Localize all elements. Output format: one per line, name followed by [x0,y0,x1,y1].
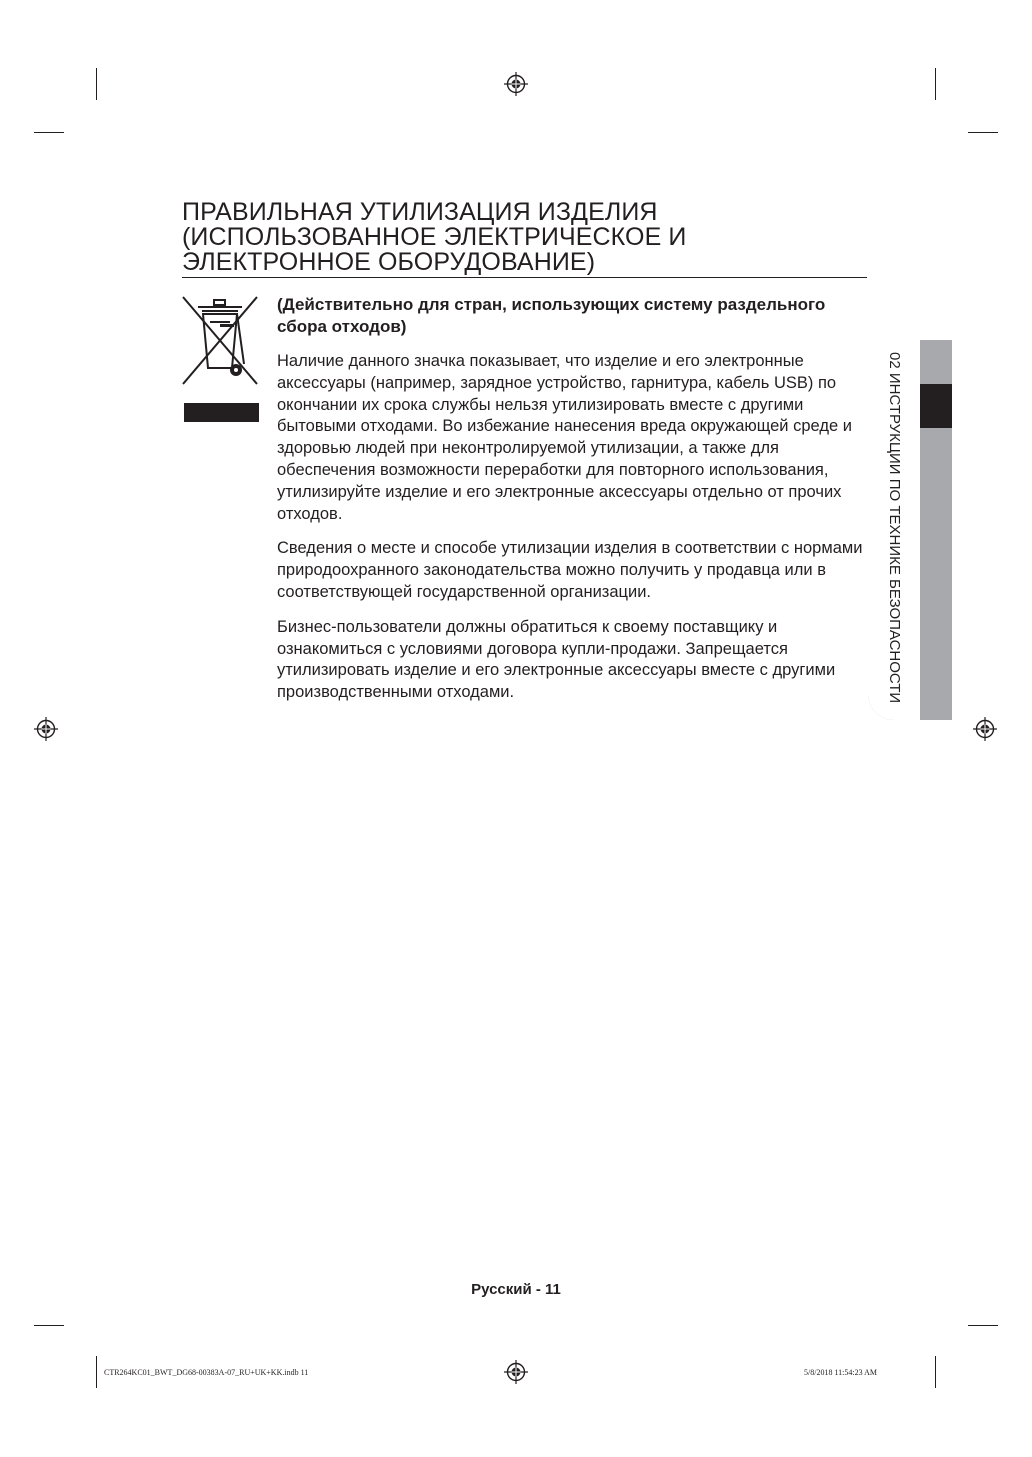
paragraph: Наличие данного значка показывает, что изделие и его электронные аксессуары (например, зарядное устройство, гарнитура, кабель USB) по окончании их срока службы нельзя утилизировать вместе с другими бытовыми отходами. Во избежание нанесения вреда окружающей среде и здоровью людей при неконтролируемой утилизации, а также для обеспечения возможности переработки для повторного использования, утилизируйте изделие и его электронные аксессуары отдельно от прочих отходов. [277,352,852,523]
crop-mark-right-upper [968,132,998,133]
crop-mark-top-left [96,68,97,100]
registration-mark-icon [504,72,528,96]
disposal-section [277,294,877,717]
registration-mark-icon [973,717,997,741]
registration-mark-icon [504,1360,528,1384]
weee-black-bar [184,403,259,422]
crop-mark-left-lower [34,1325,64,1326]
page-title-line: (ИСПОЛЬЗОВАННОЕ ЭЛЕКТРИЧЕСКОЕ И [182,223,687,251]
print-slug-filename: CTR264KC01_BWT_DG68-00383A-07_RU+UK+KK.indb 11 [104,1368,309,1377]
crop-mark-top-right [935,68,936,100]
page-title-line: ПРАВИЛЬНАЯ УТИЛИЗАЦИЯ ИЗДЕЛИЯ [182,198,658,226]
crop-mark-bottom-left [96,1356,97,1388]
crop-mark-right-lower [968,1325,998,1326]
page-title [182,200,872,275]
paragraph: Бизнес-пользователи должны обратиться к своему поставщику и ознакомиться с условиями договора купли-продажи. Запрещается утилизировать изделие и его электронные аксессуары вместе с другими производственными отходами. [277,617,836,702]
crop-mark-left-upper [34,132,64,133]
paragraph: Сведения о месте и способе утилизации изделия в соответствии с нормами природоохранного законодательства можно получить у продавца или в соответствующей государственной организации. [277,539,863,601]
crop-mark-bottom-right [935,1356,936,1388]
chapter-tab-marker [920,384,952,428]
crossed-out-wheelie-bin-icon [180,294,260,388]
page-number: Русский - 11 [471,1281,561,1298]
page-title-line: ЭЛЕКТРОННОЕ ОБОРУДОВАНИЕ) [182,248,596,276]
registration-mark-icon [34,717,58,741]
chapter-tab-label: 02 ИНСТРУКЦИИ ПО ТЕХНИКЕ БЕЗОПАСНОСТИ [886,352,903,704]
print-slug-timestamp: 5/8/2018 11:54:23 AM [804,1368,878,1377]
section-subheading: (Действительно для стран, использующих систему раздельного сбора отходов) [277,295,826,336]
title-underline [182,277,867,278]
